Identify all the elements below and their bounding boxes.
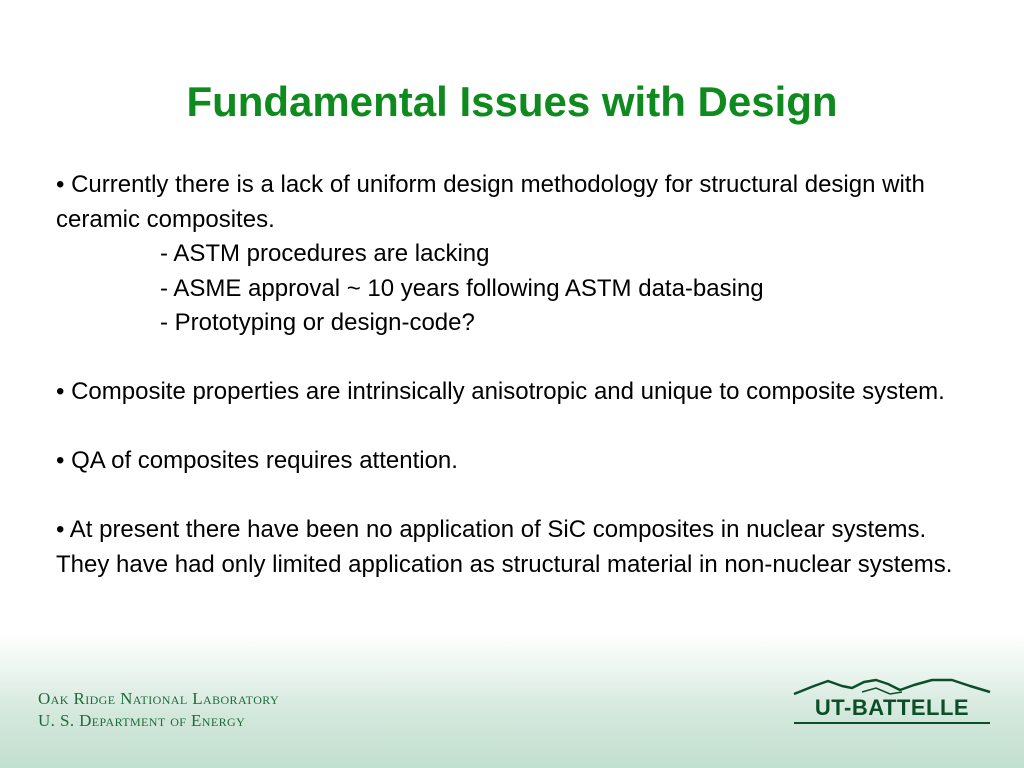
spacer [56,341,976,376]
slide-body [56,168,976,582]
spacer [56,410,976,445]
bullet-4: • At present there have been no application of SiC composites in nuclear systems. They have had only limited application as structural material in non-nuclear systems. [56,516,953,578]
ut-battelle-logo-text: UT-BATTELLE [814,695,970,720]
logo-underline [794,722,990,724]
subitem-3: - Prototyping or design-code? [160,309,475,336]
subitem-2: - ASME approval ~ 10 years following ASTM data-basing [160,274,764,302]
bullet-3: • QA of composites requires attention. [56,447,458,474]
org-line-2: U. S. Department of Energy [38,711,246,730]
bullet-2: • Composite properties are intrinsically anisotropic and unique to composite system. [56,378,945,405]
org-line-1: Oak Ridge National Laboratory [38,689,280,708]
ornl-doe-wordmark [38,688,279,732]
spacer [56,479,976,514]
bullet-1: • Currently there is a lack of uniform design methodology for structural design with ceramic composites. [56,171,925,233]
slide-title: Fundamental Issues with Design [186,78,838,125]
subitem-1: - ASTM procedures are lacking [160,240,490,267]
